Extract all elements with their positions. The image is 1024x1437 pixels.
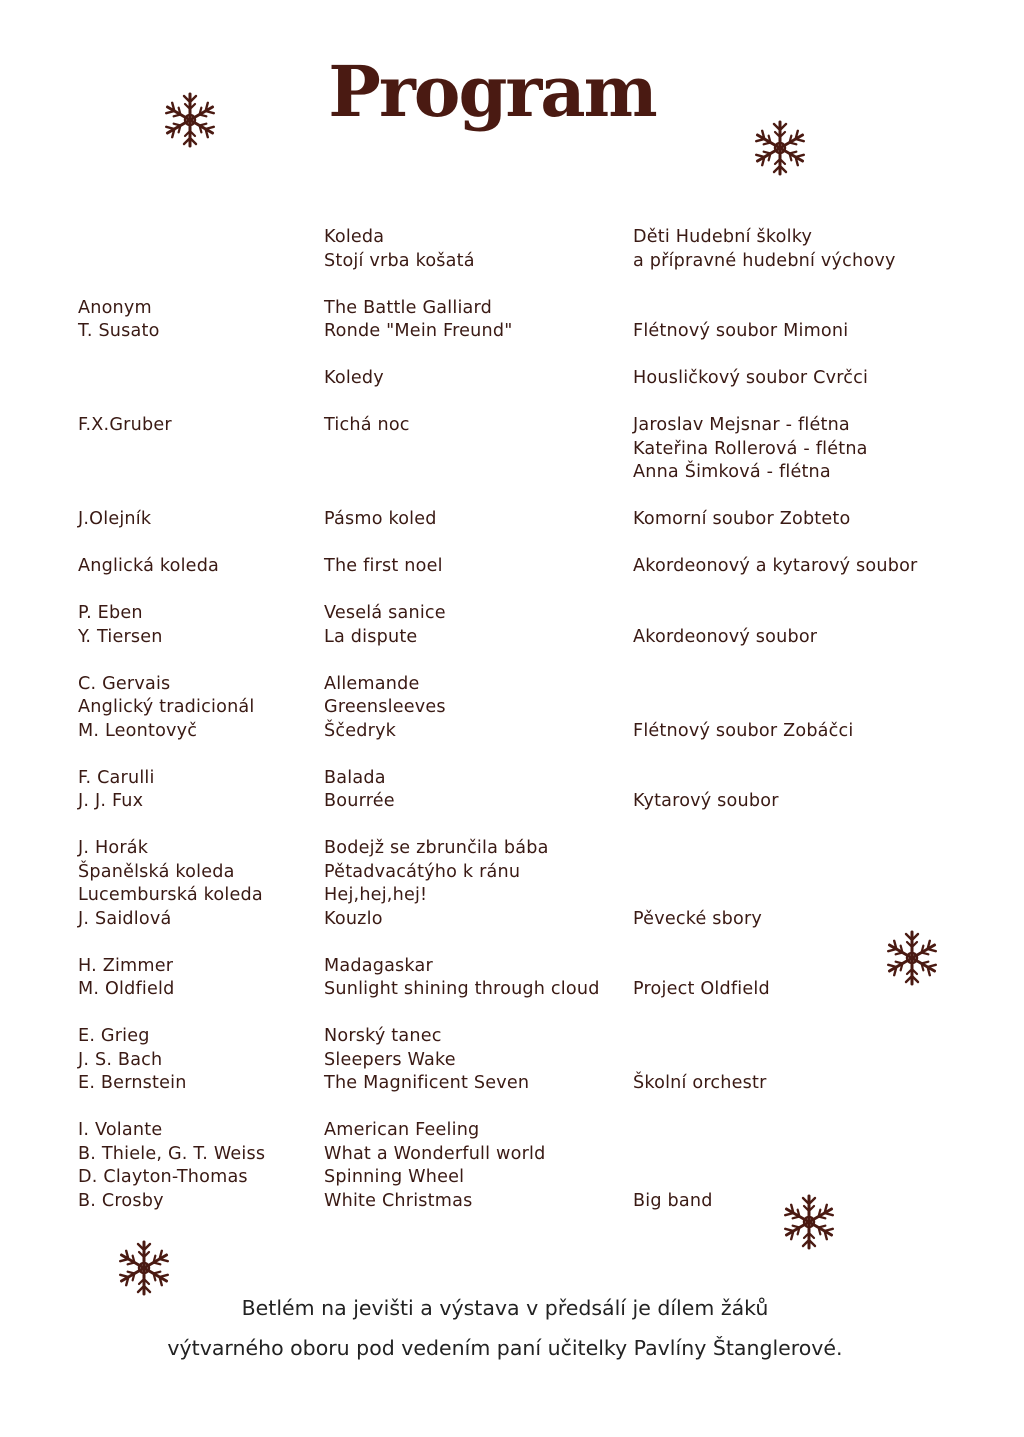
composer-line: Lucemburská koleda: [78, 885, 263, 905]
snowflake-icon: [750, 118, 810, 178]
performer-line: Pěvecké sbory: [633, 908, 763, 929]
composer-line: Španělská koleda: [78, 861, 235, 882]
performer-column: [633, 414, 993, 485]
piece-line: Pásmo koled: [324, 509, 437, 529]
piece-line: Koledy: [324, 368, 384, 388]
composer-line: B. Thiele, G. T. Weiss: [78, 1143, 266, 1164]
composer-column: [78, 555, 324, 579]
composer-line: Anonym: [78, 297, 152, 318]
piece-line: Ščedryk: [324, 720, 397, 741]
piece-line: Koleda: [324, 227, 385, 247]
performer-line: [633, 1025, 993, 1049]
piece-column: [324, 297, 633, 344]
piece-column: [324, 367, 633, 391]
performer-column: [633, 1119, 993, 1213]
performer-column: [633, 602, 993, 649]
program-group: [78, 1025, 998, 1096]
performer-column: [633, 837, 993, 931]
piece-line: Allemande: [324, 673, 420, 694]
composer-line: D. Clayton-Thomas: [78, 1167, 248, 1187]
piece-line: [324, 438, 633, 462]
composer-line: E. Grieg: [78, 1026, 150, 1046]
performer-line: Big band: [633, 1190, 713, 1211]
page-title: Program: [328, 50, 656, 133]
performer-column: [633, 297, 993, 344]
composer-line: [78, 438, 324, 462]
program-list: [78, 226, 998, 1237]
piece-column: [324, 1119, 633, 1213]
piece-column: [324, 414, 633, 485]
snowflake-icon: [160, 90, 220, 150]
composer-line: T. Susato: [78, 321, 160, 341]
performer-line: Akordeonový soubor: [633, 626, 818, 647]
piece-line: Spinning Wheel: [324, 1167, 465, 1187]
composer-line: B. Crosby: [78, 1190, 164, 1211]
composer-column: [78, 673, 324, 744]
piece-line: Bourrée: [324, 791, 395, 811]
composer-line: I. Volante: [78, 1120, 163, 1140]
composer-column: [78, 367, 324, 391]
performer-line: Akordeonový a kytarový soubor: [633, 556, 918, 576]
piece-line: Tichá noc: [324, 415, 410, 435]
performer-line: [633, 837, 993, 861]
program-group: [78, 837, 998, 931]
composer-line: E. Bernstein: [78, 1073, 187, 1093]
composer-line: F.X.Gruber: [78, 415, 172, 435]
piece-column: [324, 555, 633, 579]
performer-column: [633, 367, 993, 391]
composer-line: Anglický tradicionál: [78, 697, 255, 717]
composer-line: [78, 461, 324, 485]
performer-line: [633, 1049, 993, 1073]
composer-column: [78, 837, 324, 931]
program-group: [78, 414, 998, 485]
piece-column: [324, 767, 633, 814]
program-group: [78, 555, 998, 579]
performer-line: Flétnový soubor Mimoni: [633, 321, 849, 341]
composer-line: Anglická koleda: [78, 556, 220, 576]
piece-column: [324, 955, 633, 1002]
piece-line: White Christmas: [324, 1190, 473, 1211]
performer-line: Děti Hudební školky: [633, 227, 813, 247]
piece-line: Bodejž se zbrunčila bába: [324, 838, 549, 858]
program-group: [78, 367, 998, 391]
piece-line: Greensleeves: [324, 697, 446, 717]
performer-line: [633, 297, 993, 321]
piece-line: [324, 461, 633, 485]
program-group: [78, 508, 998, 532]
piece-line: Madagaskar: [324, 955, 433, 976]
footer-note: [0, 1288, 1010, 1368]
performer-line: Anna Šimková - flétna: [633, 462, 831, 482]
piece-line: Norský tanec: [324, 1026, 442, 1046]
performer-line: [633, 955, 993, 979]
composer-column: [78, 297, 324, 344]
performer-column: [633, 767, 993, 814]
program-group: [78, 297, 998, 344]
composer-line: J. Saidlová: [78, 908, 172, 929]
program-group: [78, 226, 998, 273]
piece-line: Balada: [324, 767, 386, 788]
performer-line: Flétnový soubor Zobáčci: [633, 720, 854, 741]
piece-column: [324, 1025, 633, 1096]
piece-column: [324, 602, 633, 649]
piece-line: La dispute: [324, 626, 418, 647]
composer-line: C. Gervais: [78, 673, 171, 694]
composer-line: J. S. Bach: [78, 1049, 163, 1070]
performer-line: [633, 1119, 993, 1143]
performer-column: [633, 555, 993, 579]
performer-line: Školní orchestr: [633, 1073, 767, 1093]
composer-column: [78, 602, 324, 649]
composer-line: H. Zimmer: [78, 955, 174, 976]
performer-line: [633, 1143, 993, 1167]
composer-line: F. Carulli: [78, 767, 155, 788]
piece-line: Ronde "Mein Freund": [324, 321, 513, 341]
composer-line: J.Olejník: [78, 509, 152, 529]
performer-line: Jaroslav Mejsnar - flétna: [633, 415, 850, 435]
composer-column: [78, 508, 324, 532]
piece-line: The Battle Galliard: [324, 297, 493, 318]
performer-column: [633, 226, 993, 273]
program-group: [78, 955, 998, 1002]
piece-line: Sleepers Wake: [324, 1049, 456, 1070]
performer-line: [633, 673, 993, 697]
program-group: [78, 1119, 998, 1213]
composer-column: [78, 955, 324, 1002]
performer-line: Kytarový soubor: [633, 791, 779, 811]
composer-line: [78, 226, 324, 250]
composer-line: M. Oldfield: [78, 979, 175, 999]
composer-line: J. J. Fux: [78, 791, 144, 811]
performer-line: Housličkový soubor Cvrčci: [633, 368, 869, 388]
piece-line: American Feeling: [324, 1120, 480, 1140]
composer-column: [78, 1119, 324, 1213]
performer-line: Kateřina Rollerová - flétna: [633, 438, 868, 459]
piece-line: Kouzlo: [324, 908, 383, 929]
composer-line: P. Eben: [78, 603, 143, 623]
piece-line: What a Wonderfull world: [324, 1143, 546, 1164]
piece-line: Veselá sanice: [324, 603, 446, 623]
performer-line: [633, 1166, 993, 1190]
performer-line: [633, 696, 993, 720]
performer-column: [633, 508, 993, 532]
performer-column: [633, 955, 993, 1002]
piece-column: [324, 508, 633, 532]
piece-line: Hej,hej,hej!: [324, 885, 428, 905]
piece-line: The Magnificent Seven: [324, 1073, 530, 1093]
performer-line: [633, 602, 993, 626]
composer-line: M. Leontovyč: [78, 720, 198, 741]
footer-line-1: Betlém na jevišti a výstava v předsálí je dílem žáků: [241, 1296, 769, 1320]
composer-column: [78, 767, 324, 814]
performer-line: Komorní soubor Zobteto: [633, 509, 851, 529]
footer-line-2: výtvarného oboru pod vedením paní učitelky Pavlíny Štanglerové.: [167, 1336, 843, 1360]
performer-line: a přípravné hudební výchovy: [633, 250, 896, 271]
performer-column: [633, 1025, 993, 1096]
composer-line: Y. Tiersen: [78, 626, 163, 647]
performer-line: Project Oldfield: [633, 979, 770, 999]
composer-column: [78, 1025, 324, 1096]
performer-line: [633, 884, 993, 908]
piece-line: Sunlight shining through cloud: [324, 979, 600, 999]
performer-column: [633, 673, 993, 744]
program-group: [78, 673, 998, 744]
piece-line: Pětadvacátýho k ránu: [324, 861, 521, 882]
composer-line: [78, 250, 324, 274]
piece-column: [324, 673, 633, 744]
composer-line: J. Horák: [78, 838, 149, 858]
piece-line: The first noel: [324, 556, 443, 576]
composer-column: [78, 414, 324, 485]
performer-line: [633, 861, 993, 885]
piece-line: Stojí vrba košatá: [324, 250, 475, 271]
composer-line: [78, 367, 324, 391]
composer-column: [78, 226, 324, 273]
piece-column: [324, 837, 633, 931]
program-group: [78, 602, 998, 649]
program-group: [78, 767, 998, 814]
performer-line: [633, 767, 993, 791]
piece-column: [324, 226, 633, 273]
